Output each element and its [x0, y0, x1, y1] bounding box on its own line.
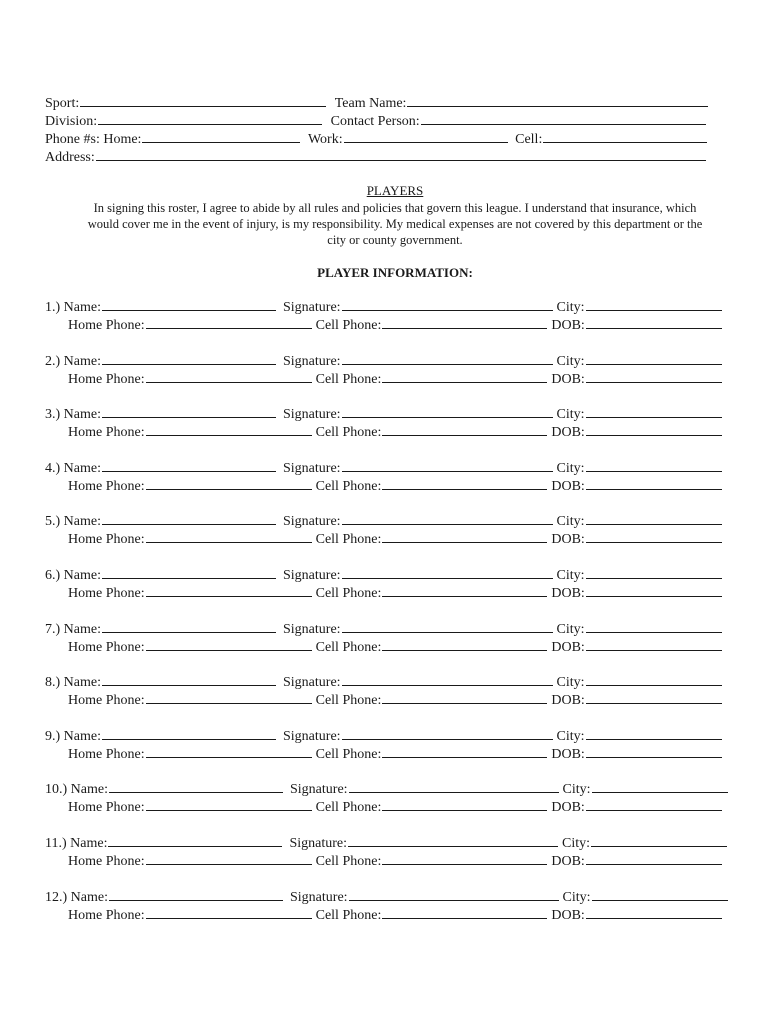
player-home-phone-field [68, 690, 312, 710]
player-cell-phone-field [316, 422, 548, 442]
player-signature-input[interactable] [342, 351, 553, 365]
work-phone-field [308, 129, 508, 149]
player-number: 11.) [45, 836, 67, 851]
player-dob-input[interactable] [586, 315, 722, 329]
player-city-input[interactable] [586, 404, 722, 418]
player-signature-label: Signature: [290, 782, 348, 797]
player-dob-label: DOB: [551, 479, 585, 494]
player-cell-phone-label: Cell Phone: [315, 800, 382, 815]
player-signature-label: Signature: [283, 568, 341, 583]
player-city-field [562, 833, 727, 853]
player-signature-input[interactable] [342, 404, 553, 418]
player-cell-phone-label: Cell Phone: [315, 372, 382, 387]
player-row [45, 511, 722, 529]
player-cell-phone-field [316, 476, 548, 496]
player-cell-phone-field [316, 369, 548, 389]
player-city-label: City: [556, 729, 585, 744]
player-home-phone-label: Home Phone: [68, 800, 145, 815]
player-signature-field [289, 833, 558, 853]
player-dob-input[interactable] [586, 476, 722, 490]
player-city-field [557, 565, 722, 585]
player-home-phone-input[interactable] [146, 905, 312, 919]
player-signature-input[interactable] [342, 619, 553, 633]
player-cell-phone-input[interactable] [382, 744, 547, 758]
player-dob-field [551, 422, 721, 442]
player-name-field [64, 565, 276, 585]
player-dob-input[interactable] [586, 797, 722, 811]
player-dob-input[interactable] [586, 583, 722, 597]
cell-phone-header-input[interactable] [543, 129, 707, 143]
cell-phone-header-field [515, 129, 707, 149]
division-field [45, 111, 322, 131]
player-signature-label: Signature: [283, 461, 341, 476]
team-name-input[interactable] [407, 93, 708, 107]
player-dob-label: DOB: [551, 318, 585, 333]
player-name-field [70, 833, 282, 853]
player-home-phone-field [68, 797, 312, 817]
player-name-input[interactable] [102, 351, 276, 365]
player-contact-row [68, 637, 722, 655]
player-cell-phone-input[interactable] [382, 637, 547, 651]
sport-row [45, 93, 708, 111]
player-home-phone-label: Home Phone: [68, 425, 145, 440]
player-signature-input[interactable] [342, 458, 553, 472]
player-row [45, 619, 722, 637]
player-signature-field [283, 297, 553, 317]
player-cell-phone-field [316, 637, 548, 657]
player-signature-input[interactable] [349, 887, 559, 901]
player-city-label: City: [562, 836, 591, 851]
player-name-label: Name: [63, 568, 101, 583]
player-home-phone-label: Home Phone: [68, 372, 145, 387]
player-home-phone-label: Home Phone: [68, 747, 145, 762]
player-city-field [557, 619, 722, 639]
player-home-phone-label: Home Phone: [68, 854, 145, 869]
player-city-label: City: [556, 568, 585, 583]
player-dob-field [551, 315, 721, 335]
player-dob-label: DOB: [551, 693, 585, 708]
player-dob-field [551, 476, 721, 496]
player-signature-label: Signature: [283, 675, 341, 690]
player-signature-field [283, 511, 553, 531]
player-city-input[interactable] [586, 511, 722, 525]
player-signature-label: Signature: [290, 890, 348, 905]
player-city-field [557, 458, 722, 478]
player-cell-phone-label: Cell Phone: [315, 854, 382, 869]
player-city-field [557, 351, 722, 371]
player-city-field [563, 887, 728, 907]
player-city-label: City: [562, 782, 591, 797]
player-home-phone-label: Home Phone: [68, 479, 145, 494]
player-dob-label: DOB: [551, 908, 585, 923]
player-name-field [64, 511, 276, 531]
player-cell-phone-input[interactable] [382, 583, 547, 597]
player-name-input[interactable] [102, 726, 276, 740]
player-number: 1.) [45, 300, 61, 315]
player-city-label: City: [556, 514, 585, 529]
player-row [45, 565, 722, 583]
address-label: Address: [45, 150, 95, 165]
work-phone-input[interactable] [344, 129, 508, 143]
player-name-label: Name: [63, 729, 101, 744]
player-city-label: City: [556, 675, 585, 690]
player-dob-field [551, 690, 721, 710]
player-name-input[interactable] [102, 297, 276, 311]
player-dob-field [551, 744, 721, 764]
player-contact-row [68, 797, 722, 815]
player-signature-input[interactable] [342, 726, 553, 740]
player-cell-phone-label: Cell Phone: [315, 586, 382, 601]
player-name-label: Name: [63, 514, 101, 529]
player-home-phone-field [68, 422, 312, 442]
player-name-label: Name: [63, 461, 101, 476]
player-name-field [64, 351, 276, 371]
phone-home-input[interactable] [142, 129, 300, 143]
player-city-label: City: [562, 890, 591, 905]
player-home-phone-label: Home Phone: [68, 532, 145, 547]
player-city-input[interactable] [586, 351, 722, 365]
player-city-field [557, 297, 722, 317]
player-dob-label: DOB: [551, 747, 585, 762]
player-number: 9.) [45, 729, 61, 744]
player-home-phone-field [68, 905, 312, 925]
player-contact-row [68, 583, 722, 601]
player-name-field [64, 726, 276, 746]
player-name-input[interactable] [102, 565, 276, 579]
player-signature-label: Signature: [283, 300, 341, 315]
player-signature-field [283, 672, 553, 692]
notice-line-2: would cover me in the event of injury, is my responsibility. My medical expenses are not covered by this department or the [87, 217, 703, 231]
player-signature-input[interactable] [342, 672, 553, 686]
player-home-phone-input[interactable] [146, 369, 312, 383]
player-cell-phone-input[interactable] [382, 422, 547, 436]
player-contact-row [68, 851, 722, 869]
player-name-label: Name: [70, 782, 108, 797]
player-dob-label: DOB: [551, 586, 585, 601]
player-cell-phone-input[interactable] [382, 797, 547, 811]
player-contact-row [68, 476, 722, 494]
player-city-field [557, 672, 722, 692]
player-cell-phone-field [316, 529, 548, 549]
player-dob-label: DOB: [551, 425, 585, 440]
player-city-input[interactable] [586, 619, 722, 633]
player-row [45, 672, 722, 690]
player-name-input[interactable] [102, 511, 276, 525]
player-cell-phone-input[interactable] [382, 905, 547, 919]
player-cell-phone-label: Cell Phone: [315, 640, 382, 655]
player-dob-label: DOB: [551, 372, 585, 387]
player-city-field [557, 404, 722, 424]
player-signature-label: Signature: [283, 622, 341, 637]
player-contact-row [68, 690, 722, 708]
player-cell-phone-input[interactable] [382, 476, 547, 490]
player-city-input[interactable] [586, 726, 722, 740]
home-phone-header-field [45, 129, 300, 149]
player-city-label: City: [556, 407, 585, 422]
player-name-field [64, 458, 276, 478]
player-signature-field [283, 404, 553, 424]
player-signature-input[interactable] [342, 565, 553, 579]
player-dob-field [551, 637, 721, 657]
player-number: 8.) [45, 675, 61, 690]
address-row [45, 147, 706, 165]
player-cell-phone-label: Cell Phone: [315, 693, 382, 708]
player-cell-phone-input[interactable] [382, 369, 547, 383]
player-signature-field [290, 779, 559, 799]
division-input[interactable] [98, 111, 322, 125]
player-name-label: Name: [63, 354, 101, 369]
player-number: 5.) [45, 514, 61, 529]
player-dob-input[interactable] [586, 905, 722, 919]
player-row [45, 887, 728, 905]
player-city-label: City: [556, 300, 585, 315]
player-city-label: City: [556, 622, 585, 637]
player-dob-input[interactable] [586, 851, 722, 865]
player-home-phone-input[interactable] [146, 744, 312, 758]
player-signature-label: Signature: [283, 514, 341, 529]
player-signature-field [283, 619, 553, 639]
player-name-label: Name: [63, 407, 101, 422]
contact-person-field [331, 111, 706, 131]
player-home-phone-field [68, 529, 312, 549]
address-field [45, 147, 706, 167]
player-home-phone-field [68, 744, 312, 764]
player-home-phone-input[interactable] [146, 637, 312, 651]
notice-line-1: In signing this roster, I agree to abide by all rules and policies that govern this league. I understand that insurance, which [93, 201, 697, 215]
player-name-field [64, 619, 276, 639]
player-name-input[interactable] [109, 779, 283, 793]
player-row [45, 779, 728, 797]
player-contact-row [68, 422, 722, 440]
player-number: 10.) [45, 782, 68, 797]
player-cell-phone-input[interactable] [382, 315, 547, 329]
player-row [45, 726, 722, 744]
player-number: 12.) [45, 890, 68, 905]
player-dob-input[interactable] [586, 637, 722, 651]
player-name-label: Name: [70, 836, 108, 851]
player-row [45, 297, 722, 315]
player-name-field [64, 404, 276, 424]
player-home-phone-input[interactable] [146, 583, 312, 597]
player-city-label: City: [556, 461, 585, 476]
player-cell-phone-label: Cell Phone: [315, 318, 382, 333]
team-name-label: Team Name: [334, 96, 407, 111]
player-home-phone-field [68, 369, 312, 389]
player-row [45, 458, 722, 476]
player-signature-label: Signature: [283, 407, 341, 422]
player-name-input[interactable] [102, 404, 276, 418]
player-number: 7.) [45, 622, 61, 637]
player-dob-label: DOB: [551, 532, 585, 547]
player-signature-label: Signature: [289, 836, 348, 851]
player-dob-label: DOB: [551, 854, 585, 869]
player-number: 3.) [45, 407, 61, 422]
player-dob-field [551, 797, 721, 817]
player-cell-phone-field [316, 797, 548, 817]
division-row [45, 111, 706, 129]
player-home-phone-input[interactable] [146, 797, 312, 811]
player-dob-field [551, 583, 721, 603]
player-row [45, 351, 722, 369]
player-name-field [64, 672, 276, 692]
player-home-phone-input[interactable] [146, 315, 312, 329]
player-name-input[interactable] [109, 887, 283, 901]
player-city-field [557, 726, 722, 746]
player-city-input[interactable] [586, 297, 722, 311]
player-information-heading: PLAYER INFORMATION: [317, 265, 473, 280]
cell-label: Cell: [515, 132, 543, 147]
player-name-input[interactable] [102, 619, 276, 633]
player-home-phone-label: Home Phone: [68, 640, 145, 655]
player-number: 2.) [45, 354, 61, 369]
contact-person-input[interactable] [421, 111, 706, 125]
player-cell-phone-field [316, 905, 548, 925]
player-name-field [64, 297, 276, 317]
player-dob-input[interactable] [586, 422, 722, 436]
address-input[interactable] [96, 147, 706, 161]
player-signature-field [283, 458, 553, 478]
player-cell-phone-field [316, 315, 548, 335]
player-dob-input[interactable] [586, 744, 722, 758]
player-home-phone-label: Home Phone: [68, 693, 145, 708]
player-dob-input[interactable] [586, 369, 722, 383]
player-contact-row [68, 315, 722, 333]
player-dob-field [551, 369, 721, 389]
player-name-input[interactable] [102, 458, 276, 472]
division-label: Division: [45, 114, 98, 129]
player-signature-label: Signature: [283, 729, 341, 744]
player-home-phone-input[interactable] [146, 529, 312, 543]
player-cell-phone-label: Cell Phone: [315, 908, 382, 923]
player-signature-field [283, 565, 553, 585]
sport-field [45, 93, 326, 113]
sport-label: Sport: [45, 96, 80, 111]
player-home-phone-field [68, 583, 312, 603]
player-cell-phone-field [316, 744, 548, 764]
player-dob-input[interactable] [586, 690, 722, 704]
work-label: Work: [307, 132, 343, 147]
phone-row [45, 129, 707, 147]
player-cell-phone-field [316, 583, 548, 603]
player-city-label: City: [556, 354, 585, 369]
player-home-phone-field [68, 637, 312, 657]
player-home-phone-input[interactable] [146, 690, 312, 704]
player-name-input[interactable] [108, 833, 282, 847]
player-row [45, 833, 727, 851]
player-name-field [71, 779, 283, 799]
player-name-label: Name: [70, 890, 108, 905]
player-city-field [557, 511, 722, 531]
player-home-phone-field [68, 851, 312, 871]
player-signature-field [283, 351, 553, 371]
player-home-phone-label: Home Phone: [68, 318, 145, 333]
player-city-input[interactable] [591, 833, 727, 847]
player-dob-input[interactable] [586, 529, 722, 543]
team-name-field [335, 93, 709, 113]
player-signature-field [290, 887, 559, 907]
player-dob-field [551, 529, 721, 549]
player-cell-phone-input[interactable] [382, 690, 547, 704]
player-home-phone-field [68, 476, 312, 496]
player-city-input[interactable] [586, 458, 722, 472]
player-name-input[interactable] [102, 672, 276, 686]
player-name-field [71, 887, 283, 907]
player-city-input[interactable] [586, 672, 722, 686]
player-cell-phone-label: Cell Phone: [315, 479, 382, 494]
player-home-phone-label: Home Phone: [68, 586, 145, 601]
notice-line-3: city or county government. [327, 233, 463, 247]
player-home-phone-input[interactable] [146, 422, 312, 436]
player-signature-input[interactable] [348, 833, 558, 847]
player-dob-field [551, 851, 721, 871]
player-contact-row [68, 744, 722, 762]
player-row [45, 404, 722, 422]
player-city-input[interactable] [592, 887, 728, 901]
player-signature-label: Signature: [283, 354, 341, 369]
player-signature-input[interactable] [342, 511, 553, 525]
player-cell-phone-field [316, 851, 548, 871]
player-number: 6.) [45, 568, 61, 583]
player-home-phone-label: Home Phone: [68, 908, 145, 923]
phone-home-label: Phone #s: Home: [45, 132, 142, 147]
players-heading: PLAYERS [366, 183, 424, 198]
player-contact-row [68, 529, 722, 547]
player-signature-input[interactable] [342, 297, 553, 311]
contact-person-label: Contact Person: [330, 114, 420, 129]
player-cell-phone-input[interactable] [382, 529, 547, 543]
player-dob-label: DOB: [551, 800, 585, 815]
player-city-input[interactable] [592, 779, 728, 793]
player-signature-input[interactable] [349, 779, 559, 793]
player-home-phone-input[interactable] [146, 851, 312, 865]
player-home-phone-input[interactable] [146, 476, 312, 490]
player-name-label: Name: [63, 675, 101, 690]
player-cell-phone-label: Cell Phone: [315, 747, 382, 762]
player-name-label: Name: [63, 300, 101, 315]
player-cell-phone-input[interactable] [382, 851, 547, 865]
player-contact-row [68, 905, 722, 923]
player-signature-field [283, 726, 553, 746]
player-city-input[interactable] [586, 565, 722, 579]
player-number: 4.) [45, 461, 61, 476]
player-contact-row [68, 369, 722, 387]
player-cell-phone-label: Cell Phone: [315, 532, 382, 547]
player-dob-field [551, 905, 721, 925]
player-dob-label: DOB: [551, 640, 585, 655]
player-cell-phone-field [316, 690, 548, 710]
player-cell-phone-label: Cell Phone: [315, 425, 382, 440]
sport-input[interactable] [80, 93, 326, 107]
player-name-label: Name: [63, 622, 101, 637]
player-home-phone-field [68, 315, 312, 335]
player-city-field [563, 779, 728, 799]
